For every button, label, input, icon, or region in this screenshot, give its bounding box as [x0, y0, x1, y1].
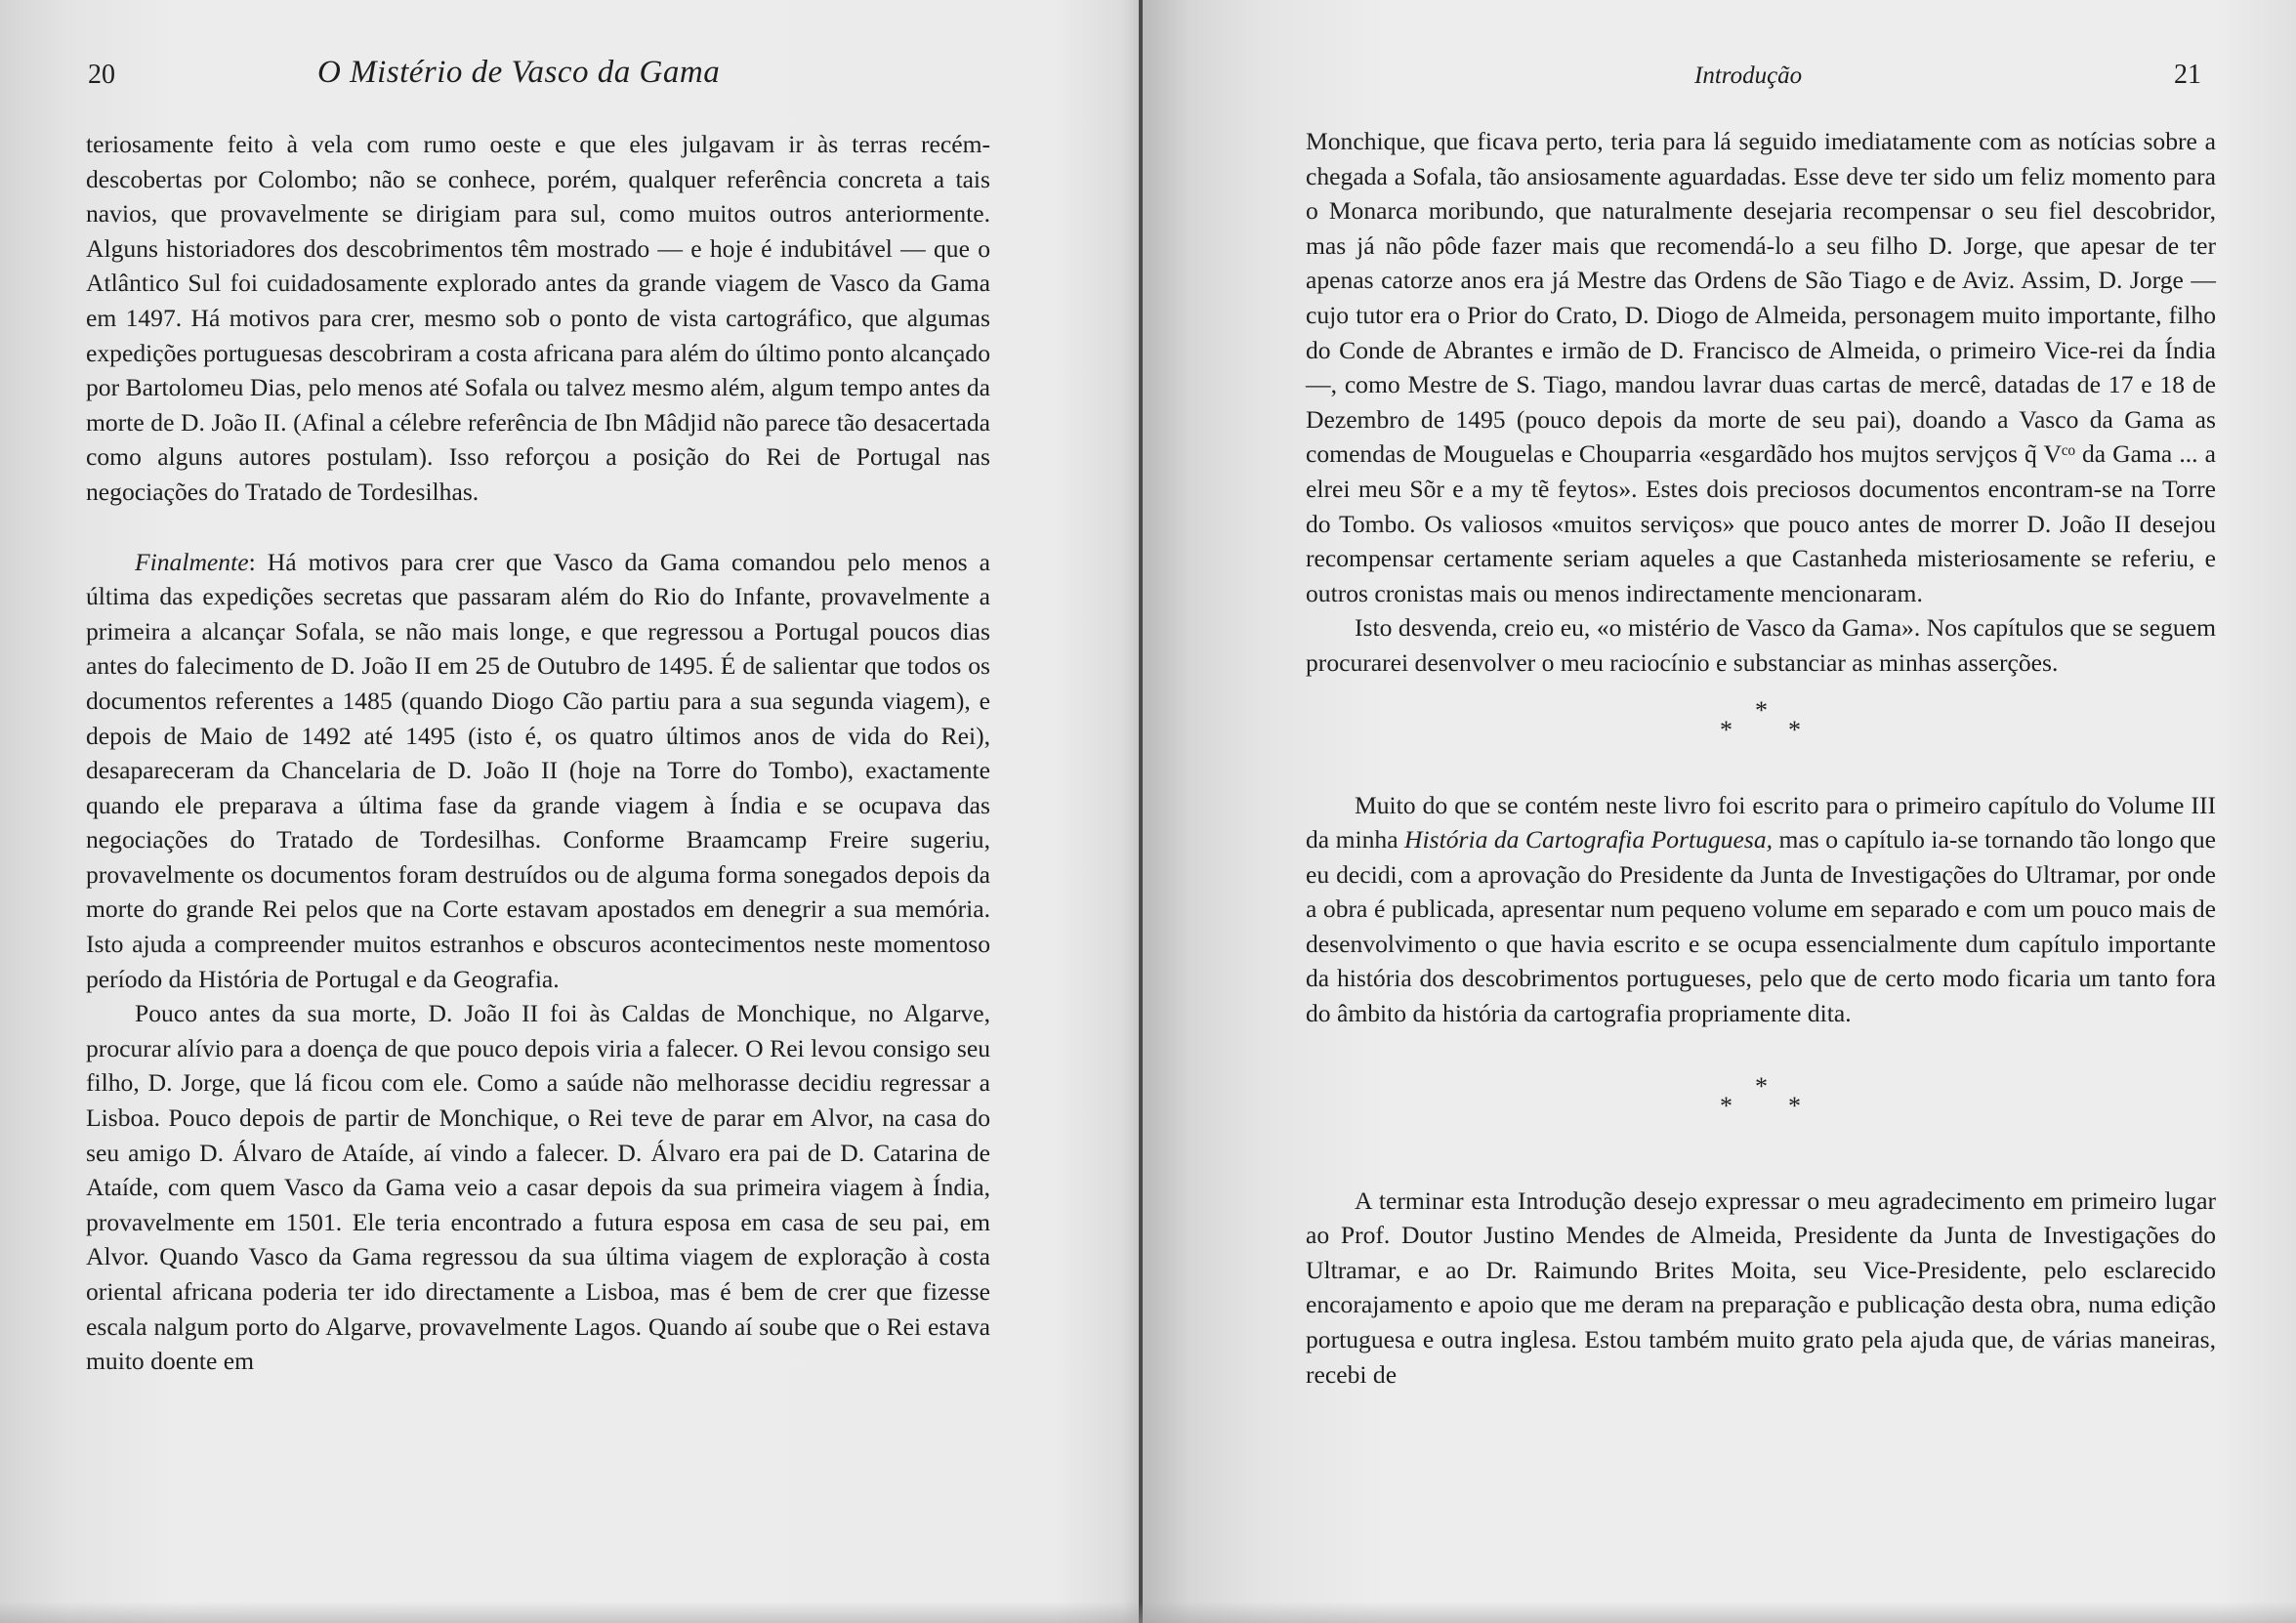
separator-star: *: [1788, 1091, 1813, 1120]
page-number-left: 20: [88, 60, 115, 90]
separator-star: *: [1788, 715, 1813, 744]
running-title-right: Introdução: [1694, 62, 1803, 89]
separator-star: *: [1755, 1071, 1779, 1101]
paragraph: Pouco antes da sua morte, D. João II foi às Caldas de Monchique, no Algarve, procurar alívio para a doença de que pouco depois viria a falecer. O Rei levou consigo seu filho, D. Jorge, que lá ficou com ele. Como a saúde não melhorasse decidiu regressar a Lisboa. Pouco depois de partir de Monchique, o Rei teve de parar em Alvor, na casa do seu amigo D. Álvaro de Ataíde, aí vindo a falecer. D. Álvaro era pai de D. Catarina de Ataíde, com quem Vasco da Gama veio a casar depois da sua primeira viagem à Índia, provavelmente em 1501. Ele teria encontrado a futura esposa em casa de seu pai, em Alvor. Quando Vasco da Gama regressou da sua última viagem de exploração à costa oriental africana poderia ter ido directamente a Lisboa, mas é bem de crer que fizesse escala nalgum porto do Algarve, provavelmente Lagos. Quando aí soube que o Rei estava muito doente em: [86, 999, 990, 1376]
section-separator: [1306, 695, 2216, 788]
paragraph: Monchique, que ficava perto, teria para lá seguido imediatamente com as notícias sobre a chegada a Sofala, tão ansiosamente aguardadas. Esse deve ter sido um feliz momento para o Monarca moribundo, que naturalmente desejaria recompensar o seu fiel descobridor, mas já não pôde fazer mais que recomendá-lo a seu filho D. Jorge, que apesar de ter apenas catorze anos era já Mestre das Ordens de São Tiago e de Aviz. Assim, D. Jorge — cujo tutor era o Prior do Crato, D. Diogo de Almeida, personagem muito importante, filho do Conde de Abrantes e irmão de D. Francisco de Almeida, o primeiro Vice-rei da Índia —, como Mestre de S. Tiago, mandou lavrar duas cartas de mercê, datadas de 17 e 18 de Dezembro de 1495 (pouco depois da morte de seu pai), doando a Vasco da Gama as comendas de Mouguelas e Chouparria «esgardãdo hos mujtos servjços q̃ Vᶜᵒ da Gama ... a elrei meu Sõr e a my tẽ feytos». Estes dois preciosos documentos encontram-se na Torre do Tombo. Os valiosos «muitos serviços» que pouco antes de morrer D. João II desejou recompensar certamente seriam aqueles a que Castanheda misteriosamente se referiu, e outros cronistas mais ou menos indirectamente mencionaram.: [1306, 127, 2216, 607]
section-separator: [1306, 1071, 2216, 1184]
paragraph: Muito do que se contém neste livro foi escrito para o primeiro capítulo do Volume III da minha História da Cartografia Portuguesa, mas o capítulo ia-se tornando tão longo que eu decidi, com a aprovação do Presidente da Junta de Investigações do Ultramar, por onde a obra é publicada, apresentar num pequeno volume em separado e com um pouco mais de desenvolvimento o que havia escrito e se ocupa essencialmente dum capítulo importante da história dos descobrimentos portugueses, pelo que de certo modo ficaria um tanto fora do âmbito da história da cartografia propriamente dita.: [1306, 790, 2216, 1028]
paragraph-lead: Finalmente: [135, 547, 249, 576]
paragraph: teriosamente feito à vela com rumo oeste e que eles julgavam ir às terras recém-descobertas por Colombo; não se conhece, porém, qualquer referência concreta a tais navios, que provavelmente se dirigiam para sul, como muitos outros anteriormente. Alguns historiadores dos descobrimentos têm mostrado — e hoje é indubitável — que o Atlântico Sul foi cuidadosamente explorado antes da grande viagem de Vasco da Gama em 1497. Há motivos para crer, mesmo sob o ponto de vista cartográfico, que algumas expedições portuguesas descobriram a costa africana para além do último ponto alcançado por Bartolomeu Dias, pelo menos até Sofala ou talvez mesmo além, algum tempo antes da morte de D. João II. (Afinal a célebre referência de Ibn Mâdjid não parece tão desacertada como alguns autores postulam). Isso reforçou a posição do Rei de Portugal nas negociações do Tratado de Tordesilhas.: [86, 130, 990, 506]
page-number-right: 21: [2174, 60, 2201, 90]
right-text-column: [1306, 124, 2216, 1392]
separator-star: *: [1720, 1091, 1744, 1120]
page-bottom-shadow: [0, 1602, 2296, 1623]
paragraph: A terminar esta Introdução desejo expressar o meu agradecimento em primeiro lugar ao Prof. Doutor Justino Mendes de Almeida, Presidente da Junta de Investigações do Ultramar, e ao Dr. Raimundo Brites Moita, seu Vice-Presidente, pelo esclarecido encorajamento e apoio que me deram na preparação e publicação desta obra, numa edição portuguesa e outra inglesa. Estou também muito grato pela ajuda que, de várias maneiras, recebi de: [1306, 1186, 2216, 1389]
separator-star: *: [1755, 695, 1779, 725]
left-text-column: [86, 127, 990, 1379]
separator-star: *: [1720, 715, 1744, 744]
running-title-left: O Mistério de Vasco da Gama: [317, 55, 721, 90]
paragraph: Isto desvenda, creio eu, «o mistério de Vasco da Gama». Nos capítulos que se seguem procurarei desenvolver o meu raciocínio e substanciar as minhas asserções.: [1306, 613, 2216, 677]
book-gutter: [1139, 0, 1143, 1623]
left-page: [0, 0, 1140, 1623]
book-title: História da Cartografia Portuguesa,: [1404, 825, 1774, 854]
paragraph: Finalmente: Há motivos para crer que Vasco da Gama comandou pelo menos a última das expedições secretas que passaram além do Rio do Infante, provavelmente a primeira a alcançar Sofala, se não mais longe, e que regressou a Portugal poucos dias antes do falecimento de D. João II em 25 de Outubro de 1495. É de salientar que todos os documentos referentes a 1485 (quando Diogo Cão partiu para a sua segunda viagem), e depois de Maio de 1492 até 1495 (isto é, os quatro últimos anos de vida do Rei), desapareceram da Chancelaria de D. João II (hoje na Torre do Tombo), exactamente quando ele preparava a última fase da grande viagem à Índia e se ocupava das negociações do Tratado de Tordesilhas. Conforme Braamcamp Freire sugeriu, provavelmente os documentos foram destruídos ou de alguma forma sonegados depois da morte do grande Rei pelos que na Corte estavam apostados em denegrir a sua memória. Isto ajuda a compreender muitos estranhos e obscuros acontecimentos neste momentoso período da História de Portugal e da Geografia.: [86, 547, 990, 993]
